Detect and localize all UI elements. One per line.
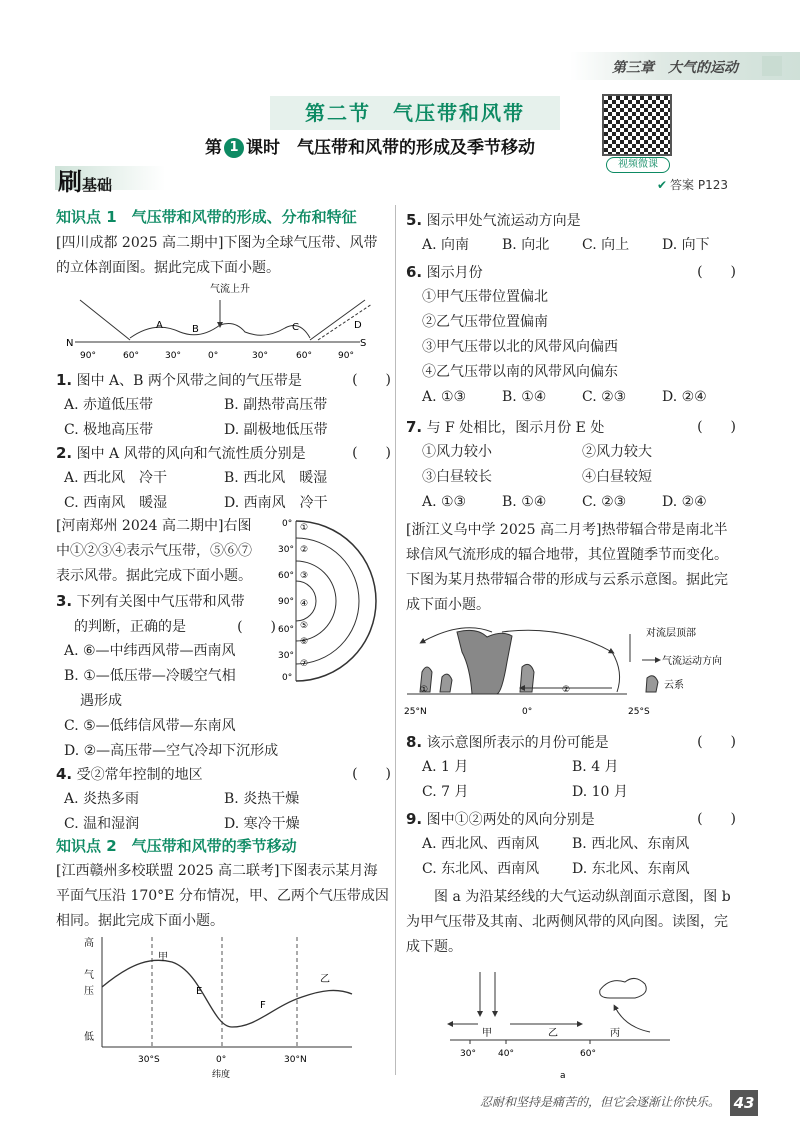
option[interactable]: B. 向北: [502, 237, 550, 253]
option[interactable]: C. ②③: [582, 494, 627, 510]
chapter-header: [570, 52, 800, 80]
knowledge-point-1: 知识点 1 气压带和风带的形成、分布和特征: [56, 208, 357, 226]
svg-text:压: 压: [84, 986, 94, 997]
svg-text:0°: 0°: [282, 519, 293, 529]
svg-text:②: ②: [562, 685, 571, 695]
option[interactable]: B. ①④: [502, 389, 547, 405]
q9-options: [422, 832, 752, 882]
intro-paragraph-5: 图 a 为沿某经线的大气运动纵剖面示意图，图 b 为甲气压带及其南、北两侧风带的风向图。读图，完成下题。: [406, 889, 731, 955]
svg-text:低: 低: [84, 1032, 94, 1043]
option[interactable]: C. 西南风 暖湿: [64, 495, 168, 511]
option[interactable]: C. ⑤—低纬信风带—东南风: [64, 718, 236, 734]
svg-text:0°: 0°: [522, 707, 533, 717]
svg-text:⑥: ⑥: [300, 637, 309, 647]
header-square-icon: [762, 56, 782, 76]
svg-text:90°: 90°: [80, 351, 96, 361]
option[interactable]: C. 东北风、西南风: [422, 861, 540, 877]
svg-text:⑦: ⑦: [300, 659, 309, 669]
svg-text:①: ①: [420, 685, 429, 695]
q6-items: ①甲气压带位置偏北 ②乙气压带位置偏南 ③甲气压带以北的风带风向偏西 ④乙气压带以南的风带风向偏东 A. ①③ B. ①④ C. ②③ D. ②④: [422, 285, 752, 410]
option[interactable]: A. 1 月: [422, 759, 469, 775]
svg-text:甲: 甲: [482, 1028, 492, 1039]
option[interactable]: A. 炎热多雨: [64, 791, 140, 807]
svg-text:⑤: ⑤: [300, 621, 309, 631]
question-9: 9. 图中①②两处的风向分别是 ( ): [406, 810, 736, 828]
svg-text:0°: 0°: [208, 351, 219, 361]
svg-text:30°: 30°: [252, 351, 268, 361]
option[interactable]: D. 西南风 冷干: [224, 495, 328, 511]
option[interactable]: A. 西北风 冷干: [64, 470, 168, 486]
svg-text:B: B: [192, 324, 199, 335]
svg-text:30°S: 30°S: [138, 1055, 160, 1065]
intro-paragraph-1: [四川成都 2025 高二期中]下图为全球气压带、风带的立体剖面图。据此完成下面小题。: [56, 235, 378, 276]
question-8: 8. 该示意图所表示的月份可能是 ( ): [406, 733, 736, 751]
question-2: 2. 图中 A 风带的风向和气流性质分别是 ( ): [56, 444, 391, 462]
meridional-profile-figure: [440, 962, 690, 1082]
qr-code-icon[interactable]: [602, 94, 672, 156]
svg-text:纬度: 纬度: [212, 1070, 231, 1080]
intro-paragraph-3: [江西赣州多校联盟 2025 高二联考]下图表示某月海平面气压沿 170°E 分布情况，甲、乙两个气压带成因相同。据此完成下面小题。: [56, 863, 389, 929]
check-icon: ✔: [656, 178, 668, 192]
intro-paragraph-2: [河南郑州 2024 高二期中]右图 中①②③④表示气压带，⑤⑥⑦ 表示风带。据此完成下面小题。: [56, 518, 252, 584]
svg-text:0°: 0°: [282, 673, 293, 683]
svg-text:气: 气: [84, 970, 94, 981]
video-lesson-link[interactable]: 视频微课: [606, 157, 670, 173]
q4-options: [64, 787, 399, 837]
footer-motto: 忍耐和坚持是痛苦的，但它会逐渐让你快乐。: [480, 1095, 721, 1109]
q1-options: [64, 393, 399, 443]
svg-text:甲: 甲: [158, 952, 168, 963]
option[interactable]: B. ①④: [502, 494, 547, 510]
section-title: 第二节 气压带和风带: [270, 96, 560, 130]
svg-text:60°: 60°: [278, 625, 294, 635]
option[interactable]: D. ②—高压带—空气冷却下沉形成: [64, 743, 279, 759]
svg-text:90°: 90°: [338, 351, 354, 361]
brush-basics-heading: 刷基础: [58, 168, 113, 196]
option[interactable]: C. ②③: [582, 389, 627, 405]
option[interactable]: A. 西北风、西南风: [422, 836, 540, 852]
svg-text:60°: 60°: [296, 351, 312, 361]
svg-text:丙: 丙: [610, 1028, 620, 1039]
option[interactable]: A. ①③: [422, 494, 467, 510]
knowledge-point-2: 知识点 2 气压带和风带的季节移动: [56, 837, 297, 855]
answer-reference: ✔ 答案 P123: [656, 178, 728, 192]
svg-text:90°: 90°: [278, 597, 294, 607]
option[interactable]: B. 西北风 暖湿: [224, 470, 328, 486]
option[interactable]: D. 向下: [662, 237, 710, 253]
question-7: 7. 与 F 处相比，图示月份 E 处 ( ): [406, 418, 736, 436]
question-6: 6. 图示月份 ( ): [406, 263, 736, 281]
q5-options: [422, 233, 752, 258]
option[interactable]: B. 西北风、东南风: [572, 836, 690, 852]
svg-text:60°: 60°: [278, 571, 294, 581]
svg-text:③: ③: [300, 571, 309, 581]
svg-text:高: 高: [84, 938, 94, 949]
svg-text:S: S: [360, 338, 367, 349]
option[interactable]: C. 向上: [582, 237, 630, 253]
q3-options: A. ⑥—中纬西风带—西南风 B. ①—低压带—冷暖空气相 遇形成 C. ⑤—低纬信风带—东南风 D. ②—高压带—空气冷却下沉形成: [64, 639, 384, 764]
option[interactable]: A. ⑥—中纬西风带—西南风: [64, 643, 236, 659]
svg-text:E: E: [196, 986, 203, 997]
svg-text:0°: 0°: [216, 1055, 227, 1065]
svg-text:对流层顶部: 对流层顶部: [646, 628, 696, 639]
option[interactable]: B. ①—低压带—冷暖空气相: [64, 668, 236, 684]
question-4: 4. 受②常年控制的地区 ( ): [56, 765, 391, 783]
svg-text:60°: 60°: [123, 351, 139, 361]
intro-paragraph-4: [浙江义乌中学 2025 高二月考]热带辐合带是南北半球信风气流形成的辐合地带，其位置随季节而变化。下图为某月热带辐合带的形成与云系示意图。据此完成下面小题。: [406, 522, 728, 613]
option[interactable]: B. 炎热干燥: [224, 791, 300, 807]
svg-text:C: C: [292, 322, 299, 333]
pressure-curve-figure: [72, 932, 362, 1082]
option[interactable]: C. 极地高压带: [64, 422, 154, 438]
pressure-belt-profile-figure: [60, 280, 380, 365]
svg-text:60°: 60°: [580, 1049, 596, 1059]
option[interactable]: D. 寒冷干燥: [224, 816, 300, 832]
question-5: 5. 图示甲处气流运动方向是: [406, 211, 581, 229]
svg-text:①: ①: [300, 523, 309, 533]
question-1: 1. 图中 A、B 两个风带之间的气压带是 ( ): [56, 371, 391, 389]
option[interactable]: D. 副极地低压带: [224, 422, 328, 438]
chapter-title: 第三章 大气的运动: [612, 60, 738, 76]
svg-text:30°N: 30°N: [284, 1055, 307, 1065]
q2-options: [64, 466, 399, 516]
svg-text:25°N: 25°N: [404, 707, 427, 717]
option[interactable]: A. 向南: [422, 237, 470, 253]
option[interactable]: D. ②④: [662, 389, 707, 405]
option[interactable]: B. 4 月: [572, 759, 619, 775]
svg-text:40°: 40°: [498, 1049, 514, 1059]
svg-text:乙: 乙: [320, 974, 330, 985]
option[interactable]: D. 东北风、东南风: [572, 861, 690, 877]
svg-text:云系: 云系: [664, 680, 684, 691]
q7-items: ①风力较小 ②风力较大 ③白昼较长 ④白昼较短 A. ①③ B. ①④ C. ②③ D. ②④: [422, 440, 752, 515]
svg-text:乙: 乙: [548, 1028, 558, 1039]
svg-text:D: D: [354, 320, 362, 331]
option[interactable]: B. 副热带高压带: [224, 397, 328, 413]
svg-text:②: ②: [300, 545, 309, 555]
lesson-title: 第 1 课时 气压带和风带的形成及季节移动: [205, 138, 535, 158]
itcz-figure: [402, 622, 742, 724]
option[interactable]: C. 7 月: [422, 784, 469, 800]
svg-text:N: N: [66, 338, 74, 349]
svg-text:30°: 30°: [278, 545, 294, 555]
svg-text:30°: 30°: [460, 1049, 476, 1059]
svg-text:④: ④: [300, 599, 309, 609]
svg-text:A: A: [156, 320, 163, 331]
option[interactable]: C. 温和湿润: [64, 816, 140, 832]
fig1-top-label: 气流上升: [210, 284, 250, 295]
option[interactable]: A. 赤道低压带: [64, 397, 154, 413]
column-divider: [395, 205, 396, 1075]
svg-text:25°S: 25°S: [628, 707, 650, 717]
svg-text:F: F: [260, 1000, 266, 1011]
option[interactable]: D. 10 月: [572, 784, 628, 800]
q8-options: [422, 755, 752, 805]
option[interactable]: A. ①③: [422, 389, 467, 405]
option[interactable]: D. ②④: [662, 494, 707, 510]
svg-text:30°: 30°: [165, 351, 181, 361]
lesson-number-badge: 1: [224, 138, 244, 158]
svg-text:气流运动方向: 气流运动方向: [662, 656, 722, 667]
svg-text:a: a: [560, 1071, 566, 1081]
question-3: 3. 下列有关图中气压带和风带 的判断，正确的是 ( ): [56, 592, 276, 635]
page-number: 43: [730, 1090, 758, 1116]
svg-text:30°: 30°: [278, 651, 294, 661]
